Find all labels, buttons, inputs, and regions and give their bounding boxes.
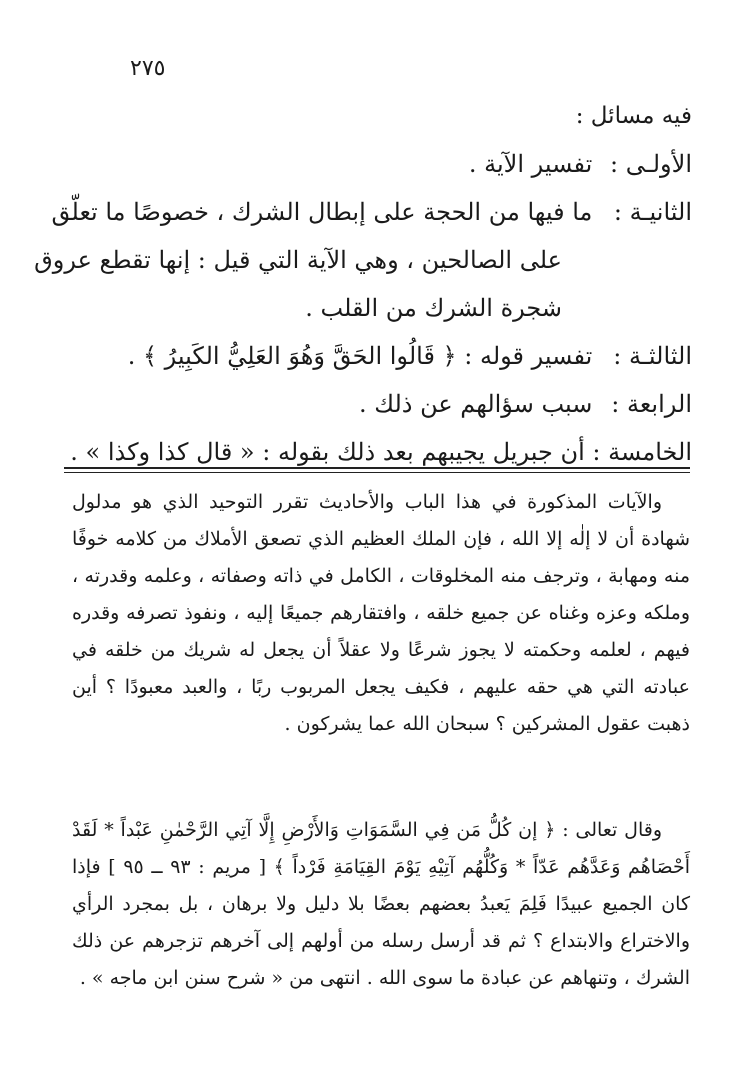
divider-line-top	[64, 467, 690, 469]
issue-first-label: الأولـى :	[609, 150, 692, 178]
divider-line-bottom	[64, 472, 690, 474]
issue-second-line1: ما فيها من الحجة على إبطال الشرك ، خصوصًا ما تعلّق	[51, 198, 593, 226]
commentary-paragraph-1	[72, 484, 690, 743]
issue-second-line2: على الصالحين ، وهي الآية التي قيل : إنها تقطع عروق	[34, 246, 562, 274]
issue-third	[60, 332, 692, 380]
issue-third-text: تفسير قوله : ﴿ قَالُوا الحَقَّ وَهُوَ العَلِيُّ الكَبِيرُ ﴾ .	[127, 342, 593, 370]
issue-fifth: الخامسة : أن جبريل يجيبهم بعد ذلك بقوله : « قال كذا وكذا » .	[70, 438, 692, 466]
commentary-paragraph-1-text: والآيات المذكورة في هذا الباب والأحاديث تقرر التوحيد الذي هو مدلول شهادة أن لا إلٰه إلا الله ، فإن الملك العظيم الذي تصعق الأملاك من كلامه خوفًا منه ومهابة ، وترجف منه المخلوقات ، الكامل في ذاته وصفاته ، وعلمه وقدرته ، وملكه وعزه وغناه عن جميع خلقه ، وافتقارهم جميعًا إليه ، ونفوذ تصرفه وقدره فيهم ، لعلمه وحكمته لا يجوز شرعًا ولا عقلاً أن يجعل له شريك من خلقه في عبادته التي هي حقه عليهم ، فكيف يجعل المربوب ربًا ، والعبد معبودًا ؟ أين ذهبت عقول المشركين ؟ سبحان الله عما يشركون .	[72, 491, 690, 735]
issue-second-line3: شجرة الشرك من القلب .	[305, 294, 562, 322]
issue-second-label: الثانيـة :	[613, 198, 692, 226]
issue-fourth-label: الرابعة :	[611, 390, 692, 418]
issue-fourth	[60, 380, 692, 428]
issue-fourth-text: سبب سؤالهم عن ذلك .	[358, 390, 593, 418]
double-rule-divider	[64, 467, 690, 473]
commentary-paragraph-2-text: وقال تعالى : ﴿ إن كُلُّ مَن فِي السَّمَوَاتِ وَالأَرْضِ إِلَّا آتِي الرَّحْمٰنِ عَبْداً * لَقَدْ أَحْصَاهُم وَعَدَّهُم عَدّاً * وَكُلُّهُم آتِيْهِ يَوْمَ القِيَامَةِ فَرْداً ﴾ [ مريم : ٩٣ ــ ٩٥ ] فإذا كان الجميع عبيدًا فَلِمَ يَعبدُ بعضهم بعضًا بلا دليل ولا برهان ، بل بمجرد الرأي والاختراع والابتداع ؟ ثم قد أرسل رسله من أولهم إلى آخرهم تزجرهم عن ذلك الشرك ، وتنهاهم عن عبادة ما سوى الله . انتهى من « شرح سنن ابن ماجه » .	[72, 819, 691, 989]
page-number: ٢٧٥	[130, 56, 166, 81]
issue-second	[51, 188, 692, 236]
commentary-paragraph-2	[72, 812, 690, 997]
issues-list	[34, 92, 692, 476]
issue-third-label: الثالثـة :	[613, 342, 692, 370]
issue-first	[60, 140, 692, 188]
issues-intro: فيه مسائل :	[575, 103, 692, 129]
issue-first-text: تفسير الآية .	[468, 150, 593, 178]
